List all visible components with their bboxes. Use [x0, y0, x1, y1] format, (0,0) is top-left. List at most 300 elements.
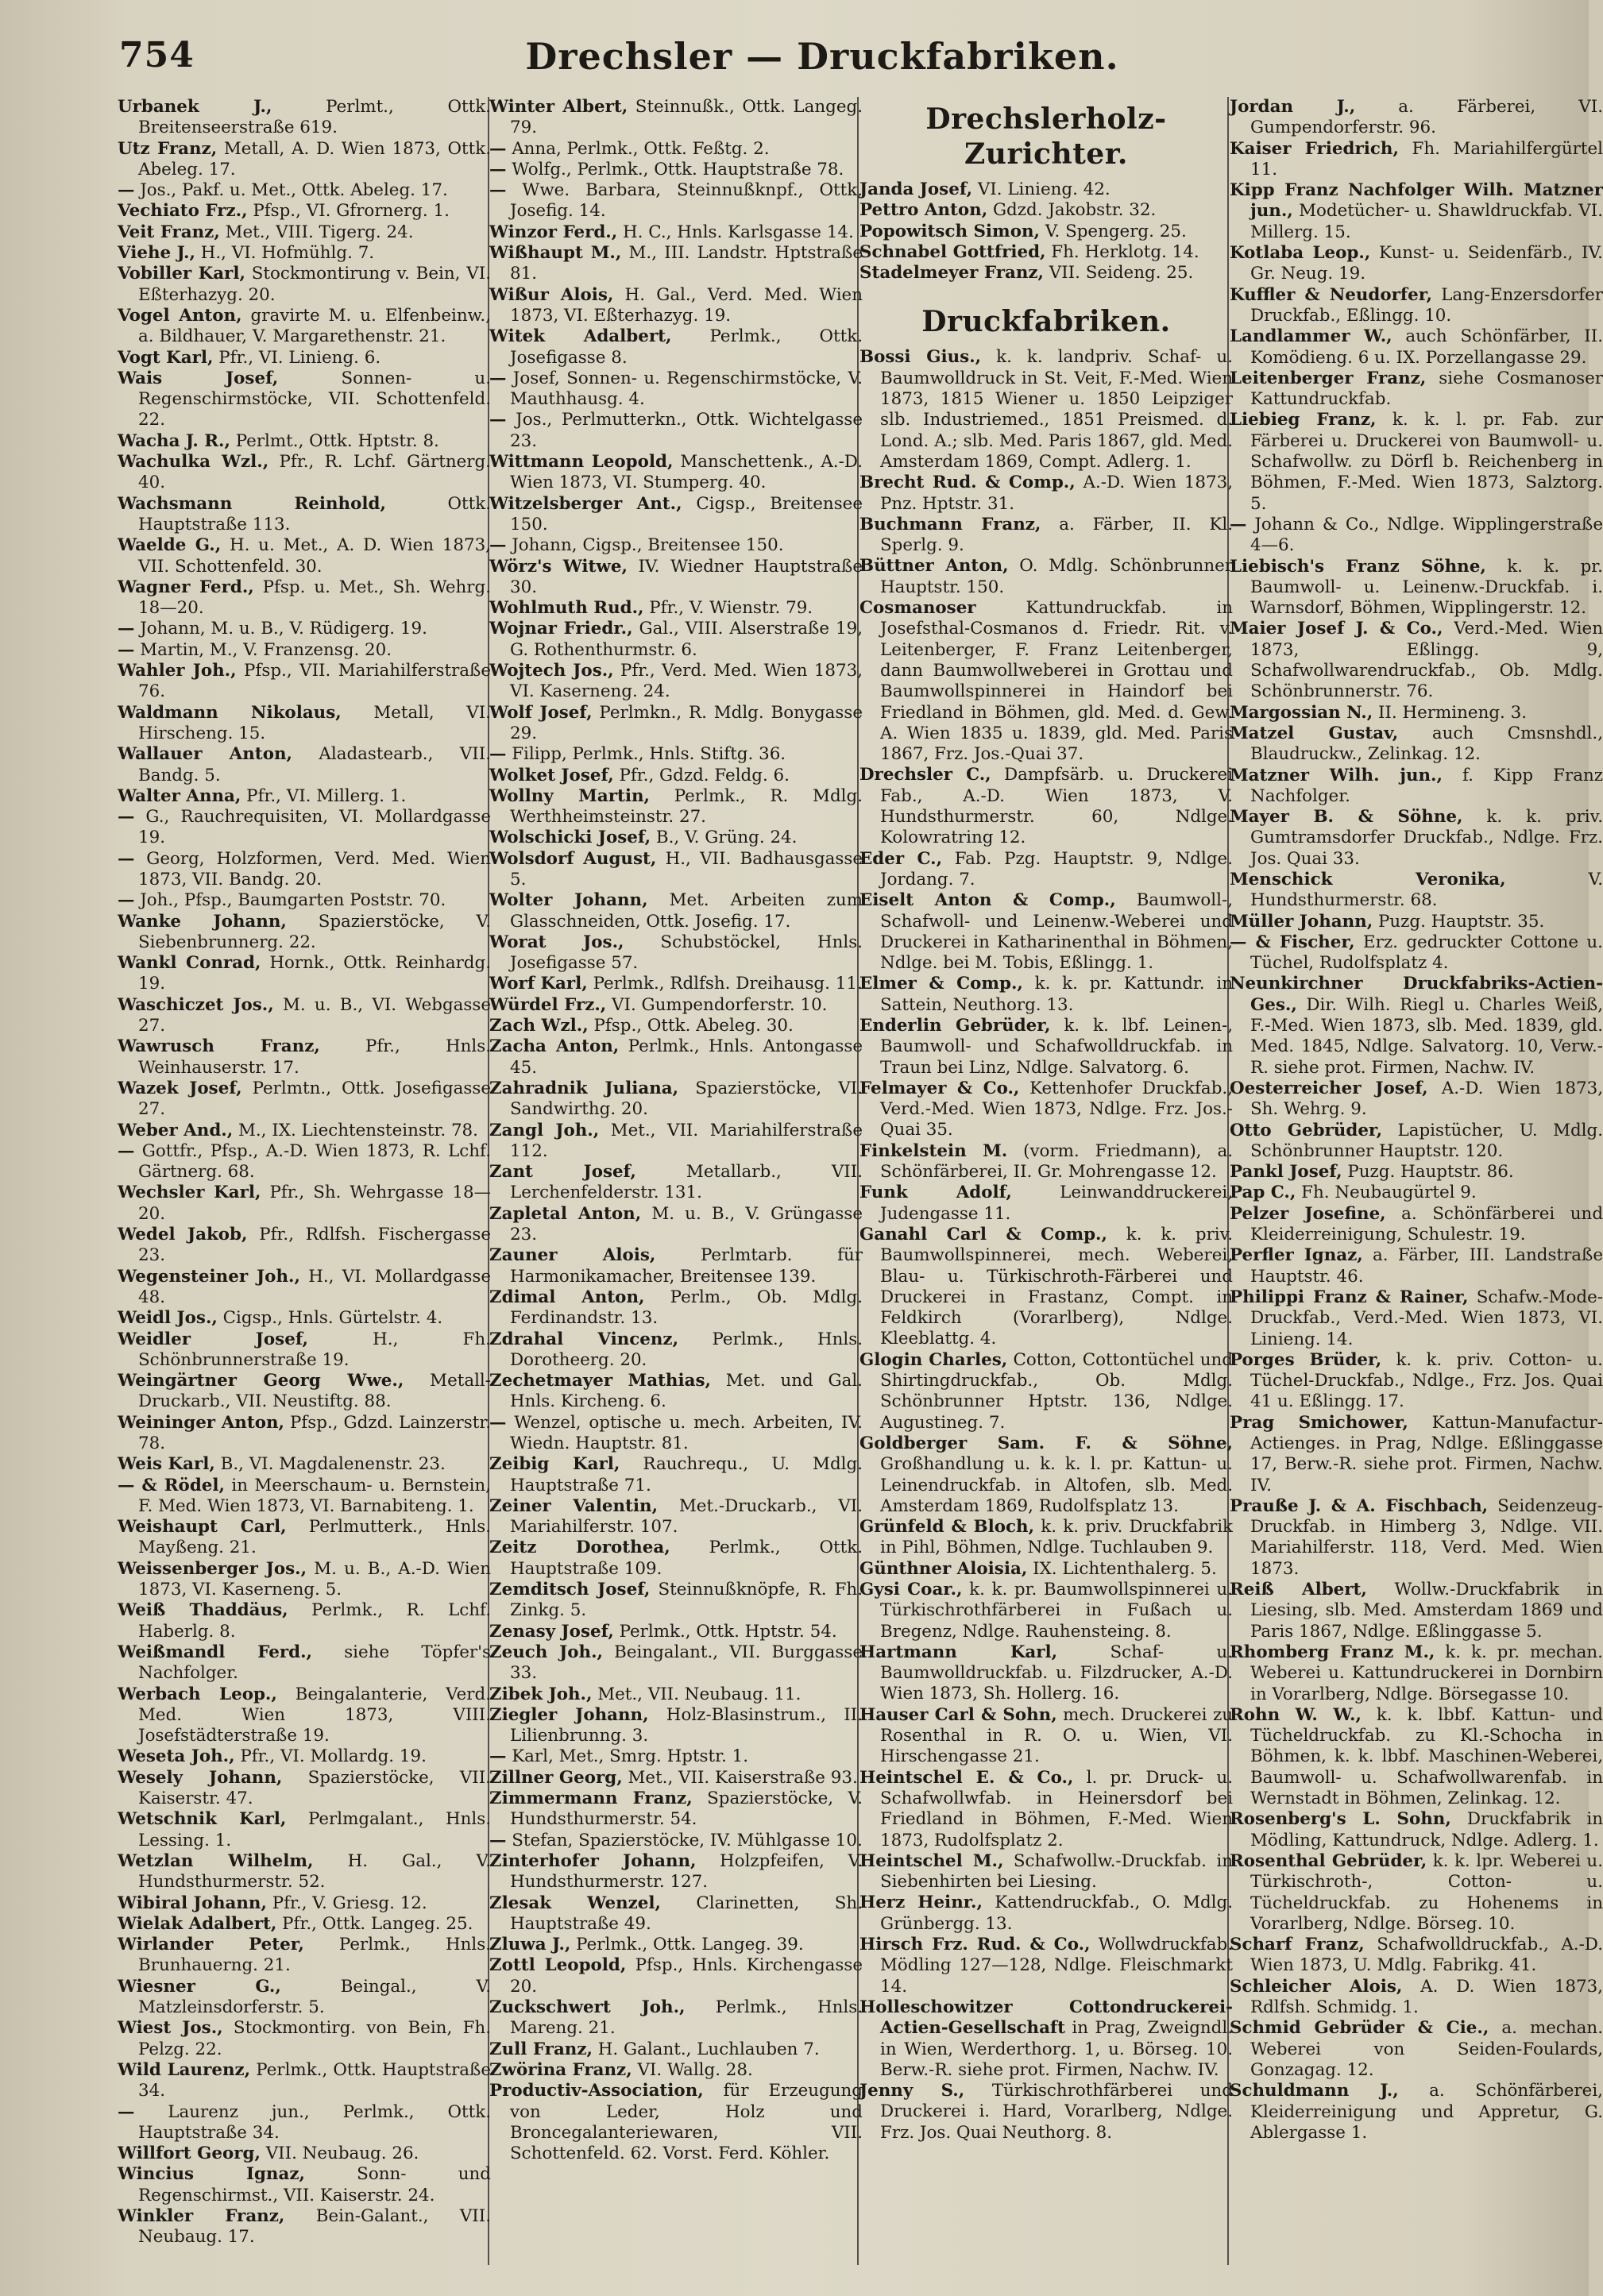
- entry-details: Pfsp., Hnls. Kirchengasse 20.: [510, 1955, 863, 1997]
- directory-entry: [1230, 1580, 1603, 1642]
- entry-name: Pettro Anton,: [859, 200, 988, 221]
- entry-name: Wolschicki Josef,: [489, 828, 651, 848]
- entry-details: Perlmtn., Ottk. Josefigasse 27.: [138, 1078, 491, 1120]
- directory-entry: [1230, 1809, 1603, 1851]
- entry-details: Spazierstöcke, VI. Sandwirthg. 20.: [510, 1078, 863, 1120]
- entry-details: Met., VII. Mariahilferstraße 112.: [510, 1120, 863, 1161]
- directory-entry: [118, 807, 491, 849]
- directory-entry: [1230, 180, 1603, 243]
- directory-entry: [118, 431, 491, 452]
- entry-details: l. pr. Druck- u. Schafwollwfab. in Heinersdorf bei Friedland in Böhmen, F.-Med. Wien 1873, Rudolfsplatz 2.: [880, 1767, 1233, 1850]
- entry-details: Perlmk., Hnls. Brunhauerng. 21.: [138, 1935, 491, 1976]
- entry-name: —: [118, 619, 135, 639]
- directory-entry: [118, 640, 491, 661]
- directory-column-2: [489, 97, 863, 2273]
- entry-name: Wollny Martin,: [489, 785, 650, 806]
- entry-name: Schnabel Gottfried,: [859, 241, 1046, 262]
- entry-name: Wawrusch Franz,: [118, 1036, 320, 1057]
- entry-details: B., V. Grüng. 24.: [651, 828, 798, 848]
- directory-entry: [489, 1329, 863, 1372]
- entry-name: Wielak Adalbert,: [118, 1913, 277, 1934]
- directory-entry: [489, 1705, 863, 1747]
- entry-details: in Prag, Zweigndl. in Wien, Werderthorg. 1, u. Börseg. 10. Berw.-R. siehe prot. Firmen, Nachw. IV.: [880, 2018, 1233, 2080]
- entry-name: Urbanek J.,: [118, 97, 272, 117]
- entry-name: Zapletal Anton,: [489, 1203, 642, 1224]
- directory-entry: [118, 1559, 491, 1601]
- entry-details: Pfr., V. Wienstr. 79.: [643, 598, 813, 619]
- directory-entry: [118, 1684, 491, 1747]
- entry-details: Pfr., Ottk. Langeg. 25.: [276, 1913, 473, 1934]
- entry-name: Glogin Charles,: [859, 1349, 1008, 1370]
- directory-column-4: [1230, 97, 1603, 2273]
- entry-name: Finkelstein M.: [859, 1140, 1008, 1161]
- entry-details: H., VII. Badhausgasse 5.: [510, 848, 863, 889]
- entry-name: Bossi Gius.,: [859, 347, 982, 368]
- entry-details: a. Färber, II. Kl. Sperlg. 9.: [880, 514, 1234, 556]
- directory-entry: [118, 953, 491, 995]
- directory-entry: [1230, 974, 1603, 1078]
- entry-details: Ottk. Hauptstraße 113.: [138, 493, 491, 534]
- directory-entry: [859, 556, 1233, 598]
- directory-entry: [489, 97, 863, 139]
- directory-entry: [118, 786, 491, 807]
- entry-name: —: [489, 368, 507, 388]
- entry-name: Wesely Johann,: [118, 1767, 283, 1788]
- entry-name: Wojtech Jos.,: [489, 661, 614, 681]
- entry-details: k. k. pr. mechan. Weberei u. Kattundruckerei in Dornbirn in Vorarlberg, Ndlge. Börsegasse 10.: [1250, 1642, 1603, 1704]
- directory-entry: [118, 1893, 491, 1914]
- directory-entry: [859, 598, 1233, 765]
- entry-details: Dir. Wilh. Riegl u. Charles Weiß, F.-Med. Wien 1873, slb. Med. 1839, gld. Med. 1845, Ndlge. Salvatorg. 10, Verw.-R. siehe prot. Firmen, Nachw. IV.: [1250, 994, 1603, 1078]
- entry-details: Gal., VIII. Alserstraße 19, G. Rothenthurmstr. 6.: [510, 619, 863, 660]
- directory-entry: [1230, 1079, 1603, 1121]
- entry-name: —: [489, 1746, 507, 1767]
- entry-details: IX. Lichtenthalerg. 5.: [1027, 1558, 1217, 1579]
- entry-name: Wiest Jos.,: [118, 2018, 223, 2039]
- directory-entry: [859, 1517, 1233, 1559]
- entry-details: Met., VII. Kaiserstraße 93.: [622, 1767, 858, 1788]
- entry-name: Leitenberger Franz,: [1230, 368, 1427, 388]
- entry-name: Kipp Franz Nachfolger Wilh. Matzner jun.,: [1230, 180, 1603, 222]
- entry-name: Büttner Anton,: [859, 556, 1009, 577]
- directory-entry: [859, 1935, 1233, 1997]
- directory-entry: [1230, 1705, 1603, 1809]
- directory-entry: [118, 1308, 491, 1329]
- entry-name: Zdrahal Vincenz,: [489, 1329, 679, 1349]
- entry-details: Kettenhofer Druckfab., Verd.-Med. Wien 1873, Ndlge. Frz. Jos.-Quai 35.: [880, 1078, 1233, 1140]
- entry-name: Zull Franz,: [489, 2039, 593, 2059]
- entry-name: Wolf Josef,: [489, 702, 593, 723]
- entry-name: Zacha Anton,: [489, 1036, 620, 1057]
- directory-entry: [489, 1538, 863, 1580]
- directory-entry: [859, 200, 1233, 221]
- entry-details: k. k. lbbf. Kattun- und Tücheldruckfab. zu Kl.-Schocha in Böhmen, k. k. lbbf. Maschinen-Weberei, Baumwoll- u. Schafwollwarenfab. in Wernstadt in Böhmen, Zelinkag. 12.: [1250, 1704, 1603, 1809]
- directory-entry: [859, 347, 1233, 473]
- entry-details: Spazierstöcke, V. Hundsthurmerstr. 54.: [510, 1789, 863, 1830]
- entry-details: VI. Wallg. 28.: [632, 2059, 753, 2080]
- entry-details: Cigsp., Breitensee 150.: [510, 493, 863, 534]
- entry-details: H., Fh. Schönbrunnerstraße 19.: [138, 1329, 491, 1370]
- entry-details: a. mechan. Weberei von Seiden-Foulards, Gonzagag. 12.: [1250, 2018, 1603, 2080]
- entry-details: Pfr., VI. Linieng. 6.: [213, 347, 381, 368]
- entry-name: Kaiser Friedrich,: [1230, 138, 1399, 159]
- directory-entry: [489, 703, 863, 745]
- directory-entry: [1230, 619, 1603, 702]
- entry-name: Zeibig Karl,: [489, 1454, 620, 1475]
- directory-entry: [1230, 326, 1603, 369]
- entry-details: Wolfg., Perlmk., Ottk. Hauptstraße 78.: [506, 159, 844, 179]
- directory-entry: [118, 619, 491, 639]
- entry-name: Zottl Leopold,: [489, 1955, 627, 1976]
- entry-details: Manschettenk., A.-D. Wien 1873, VI. Stumperg. 40.: [510, 452, 863, 493]
- entry-name: Vechiato Frz.,: [118, 201, 248, 222]
- entry-name: —: [118, 807, 135, 828]
- directory-entry: [859, 1580, 1233, 1642]
- entry-details: Perlmgalant., Hnls. Lessing. 1.: [138, 1809, 491, 1850]
- entry-details: Met. Arbeiten zum Glasschneiden, Ottk. Josefig. 17.: [510, 890, 863, 932]
- entry-details: Perlmk., Hnls. Dorotheerg. 20.: [510, 1329, 863, 1370]
- directory-entry: [118, 1371, 491, 1413]
- directory-entry: [489, 1642, 863, 1684]
- entry-details: Kattendruckfab., O. Mdlg. Grünbergg. 13.: [880, 1893, 1233, 1934]
- directory-entry: [859, 1705, 1233, 1768]
- directory-entry: [489, 890, 863, 932]
- entry-details: Stockmontirung v. Bein, VI. Eßterhazyg. 20.: [138, 264, 492, 305]
- entry-details: Kattun-Manufactur-Actienges. in Prag, Ndlge. Eßlinggasse 17, Berw.-R. siehe prot. Firmen, Nachw. IV.: [1250, 1412, 1603, 1495]
- entry-name: Maier Josef J. & Co.,: [1230, 619, 1443, 639]
- entry-name: Weber And.,: [118, 1120, 234, 1140]
- entry-name: Elmer & Comp.,: [859, 974, 1023, 994]
- directory-entry: [118, 1454, 491, 1475]
- entry-name: Weseta Joh.,: [118, 1746, 235, 1767]
- entry-details: Pfr., VI. Millerg. 1.: [241, 785, 407, 806]
- entry-details: Schafwolldruckfab., A.-D. Wien 1873, U. Mdlg. Fabrikg. 41.: [1250, 1935, 1603, 1976]
- directory-entry: [489, 222, 863, 243]
- directory-entry: [118, 1183, 491, 1225]
- entry-details: Cigsp., Hnls. Gürtelstr. 4.: [217, 1308, 443, 1329]
- entry-name: Würdel Frz.,: [489, 994, 607, 1015]
- directory-entry: [489, 932, 863, 974]
- directory-entry: [118, 201, 491, 222]
- directory-entry: [118, 1121, 491, 1141]
- entry-name: Witek Adalbert,: [489, 326, 672, 347]
- entry-details: Dampfsärb. u. Druckerei Fab., A.-D. Wien 1873, V. Hundsthurmerstr. 60, Ndlge. Kolowratring 12.: [880, 765, 1233, 848]
- directory-column-1: [118, 97, 491, 2273]
- entry-details: Pfr., Rdlfsh. Fischergasse 23.: [138, 1225, 492, 1266]
- entry-name: Wild Laurenz,: [118, 2059, 251, 2080]
- entry-details: VI. Gumpendorferstr. 10.: [606, 994, 828, 1015]
- directory-entry: [859, 179, 1233, 200]
- entry-details: Fab. Pzg. Hauptstr. 9, Ndlge. Jordang. 7.: [880, 848, 1233, 889]
- entry-name: Popowitsch Simon,: [859, 221, 1040, 241]
- entry-name: —: [489, 138, 507, 159]
- entry-name: —: [1230, 514, 1247, 534]
- entry-name: Gysi Coar.,: [859, 1580, 963, 1599]
- entry-name: Productiv-Association,: [489, 2081, 704, 2101]
- entry-details: k. k. landpriv. Schaf- u. Baumwolldruck in St. Veit, F.-Med. Wien 1873, 1815 Wiener u. 1850 Leipziger slb. Industriemed., 1851 Preismed. d. Lond. A.; slb. Med. Paris 1867, gld. Med. Amsterdam 1869, Compt. Adlerg. 1.: [880, 347, 1233, 472]
- entry-details: Sonnen- u. Regenschirmstöcke, VII. Schottenfeld. 22.: [138, 368, 491, 430]
- entry-details: VII. Seideng. 25.: [1043, 263, 1194, 284]
- entry-details: Perlmtarb. für Harmonikamacher, Breitensee 139.: [510, 1245, 863, 1287]
- directory-entry: [489, 661, 863, 703]
- directory-entry: [1230, 1204, 1603, 1246]
- entry-name: Menschick Veronika,: [1230, 869, 1506, 889]
- entry-name: Buchmann Franz,: [859, 514, 1041, 534]
- entry-details: Beingal., V. Matzleinsdorferstr. 5.: [138, 1976, 491, 2018]
- entry-details: Kunst- u. Seidenfärb., IV. Gr. Neug. 19.: [1250, 243, 1603, 284]
- entry-name: Vogt Karl,: [118, 347, 214, 368]
- entry-details: gravirte M. u. Elfenbeinw., a. Bildhauer, V. Margarethenstr. 21.: [138, 305, 491, 347]
- entry-name: Zemditsch Josef,: [489, 1580, 651, 1600]
- directory-entry: [489, 1622, 863, 1642]
- directory-entry: [1230, 1977, 1603, 2019]
- entry-name: Prag Smichower,: [1230, 1412, 1408, 1433]
- directory-entry: [489, 1371, 863, 1413]
- entry-name: Viehe J.,: [118, 243, 195, 264]
- entry-name: Mayer B. & Söhne,: [1230, 807, 1463, 828]
- entry-details: Pfr., VI. Mollardg. 19.: [234, 1746, 427, 1767]
- entry-details: Met., VII. Neubaug. 11.: [592, 1684, 802, 1704]
- entry-details: siehe Cosmanoser Kattundruckfab.: [1250, 368, 1603, 410]
- entry-name: Zimmermann Franz,: [489, 1789, 693, 1809]
- entry-name: Wegensteiner Joh.,: [118, 1266, 300, 1287]
- directory-entry: [859, 263, 1233, 284]
- entry-details: M., III. Landstr. Hptstraße 81.: [510, 243, 863, 284]
- directory-entry: [859, 1350, 1233, 1434]
- directory-entry: [118, 1267, 491, 1309]
- directory-entry: [118, 97, 491, 139]
- section-heading-drechslerholz-zurichter: Drechslerholz-Zurichter.: [925, 102, 1167, 171]
- directory-entry: [1230, 1642, 1603, 1705]
- directory-entry: [489, 1789, 863, 1831]
- entry-name: —: [489, 159, 507, 179]
- entry-name: Wankl Conrad,: [118, 953, 261, 974]
- directory-entry: [859, 1016, 1233, 1079]
- entry-name: Waelde G.,: [118, 535, 222, 556]
- directory-entry: [489, 180, 863, 222]
- entry-name: Rosenberg's L. Sohn,: [1230, 1809, 1451, 1830]
- entry-details: Perlmk., Hnls. Antongasse 45.: [510, 1036, 863, 1078]
- entry-name: —: [118, 639, 135, 660]
- entry-details: Fh. Mariahilfergürtel 11.: [1250, 138, 1603, 179]
- entry-details: G., Rauchrequisiten, VI. Mollardgasse 19.: [134, 807, 491, 848]
- entry-details: Karl, Met., Smrg. Hptstr. 1.: [506, 1746, 748, 1767]
- entry-name: Veit Franz,: [118, 222, 220, 242]
- directory-entry: [859, 1997, 1233, 2081]
- entry-details: Pfr., Gdzd. Feldg. 6.: [613, 765, 790, 785]
- entry-name: Pap C.,: [1230, 1183, 1296, 1203]
- entry-name: Zinterhofer Johann,: [489, 1850, 697, 1871]
- entry-name: Rhomberg Franz M.,: [1230, 1642, 1435, 1662]
- entry-details: siehe Töpfer's Nachfolger.: [138, 1642, 491, 1684]
- entry-details: Druckfabrik in Mödling, Kattundruck, Ndlge. Adlerg. 1.: [1250, 1809, 1603, 1850]
- directory-entry: [859, 1079, 1233, 1141]
- entry-name: Wetzlan Wilhelm,: [118, 1850, 314, 1871]
- entry-name: Zant Josef,: [489, 1162, 636, 1183]
- directory-entry: [489, 139, 863, 160]
- directory-entry: [859, 2081, 1233, 2144]
- entry-details: auch Cmsnshdl., Blaudruckw., Zelinkag. 12.: [1250, 723, 1603, 765]
- entry-name: Landlammer W.,: [1230, 326, 1392, 347]
- entry-details: Beingalant., VII. Burggasse 33.: [510, 1642, 863, 1684]
- entry-details: Lang-Enzersdorfer Druckfab., Eßlingg. 10.: [1250, 284, 1603, 326]
- entry-name: Wedel Jakob,: [118, 1225, 248, 1245]
- directory-entry: [859, 1893, 1233, 1935]
- entry-name: Wacha J. R.,: [118, 430, 230, 451]
- directory-entry: [118, 2018, 491, 2060]
- directory-entry: [1230, 1413, 1603, 1496]
- directory-entry: [859, 1141, 1233, 1183]
- directory-entry: [1230, 1121, 1603, 1163]
- entry-details: Metall-Druckarb., VII. Neustiftg. 88.: [138, 1371, 492, 1412]
- entry-name: —: [489, 744, 507, 765]
- entry-name: Perfler Ignaz,: [1230, 1245, 1363, 1266]
- entry-name: Weidl Jos.,: [118, 1308, 218, 1329]
- entry-name: Pankl Josef,: [1230, 1162, 1342, 1183]
- entry-name: Zahradnik Juliana,: [489, 1078, 679, 1098]
- entry-details: Anna, Perlmk., Ottk. Feßtg. 2.: [506, 138, 770, 159]
- directory-entry: [489, 452, 863, 494]
- entry-name: Wachulka Wzl.,: [118, 452, 269, 473]
- entry-details: Johann, M. u. B., V. Rüdigerg. 19.: [134, 619, 427, 639]
- directory-entry: [118, 1329, 491, 1372]
- entry-name: Zauner Alois,: [489, 1245, 656, 1266]
- entry-details: Metall, VI. Hirscheng. 15.: [138, 702, 491, 743]
- directory-entry: [489, 598, 863, 619]
- entry-details: mech. Druckerei zu Rosenthal in R. O. u. Wien, VI. Hirschengasse 21.: [880, 1704, 1234, 1767]
- directory-entry: [1230, 243, 1603, 285]
- entry-name: Goldberger Sam. F. & Söhne,: [859, 1433, 1233, 1453]
- entry-details: Laurenz jun., Perlmk., Ottk. Hauptstraße 34.: [134, 2101, 491, 2143]
- entry-details: M. u. B., VI. Webgasse 27.: [138, 994, 491, 1036]
- directory-entry: [859, 1183, 1233, 1225]
- entry-details: Schafwollw.-Druckfab. in Siebenhirten bei Liesing.: [880, 1850, 1233, 1893]
- directory-entry: [118, 1642, 491, 1684]
- entry-details: Fh. Herklotg. 14.: [1045, 241, 1199, 262]
- entry-details: H. Gal., Verd. Med. Wien 1873, VI. Eßterhazyg. 19.: [510, 284, 863, 326]
- entry-name: Wincius Ignaz,: [118, 2164, 305, 2185]
- entry-name: Philippi Franz & Rainer,: [1230, 1287, 1469, 1307]
- directory-entry: [1230, 1287, 1603, 1350]
- directory-entry: [1230, 724, 1603, 766]
- entry-name: Scharf Franz,: [1230, 1935, 1365, 1955]
- entry-name: Reiß Albert,: [1230, 1580, 1367, 1600]
- entry-name: Ziegler Johann,: [489, 1704, 649, 1725]
- entry-details: Steinnußk., Ottk. Langeg. 79.: [510, 97, 863, 138]
- directory-entry: [489, 1121, 863, 1163]
- entry-details: Wollwdruckfab. Mödling 127—128, Ndlge. Fleischmarkt 14.: [880, 1935, 1233, 1997]
- directory-entry: [489, 1768, 863, 1789]
- directory-entry: [118, 1851, 491, 1893]
- entry-details: Perlmk., Ottk. Josefigasse 8.: [510, 326, 863, 368]
- directory-entry: [118, 1977, 491, 2019]
- entry-name: Felmayer & Co.,: [859, 1078, 1020, 1098]
- directory-entry: [489, 786, 863, 828]
- entry-name: Prauße J. & A. Fischbach,: [1230, 1495, 1489, 1516]
- entry-details: Perlm., Ob. Mdlg. Ferdinandstr. 13.: [510, 1287, 863, 1329]
- entry-details: Stockmontirg. von Bein, Fh. Pelzg. 22.: [138, 2018, 491, 2059]
- entry-details: Perlmt., Ottk. Hptstr. 8.: [230, 430, 439, 451]
- entry-name: —: [489, 535, 507, 556]
- entry-name: Drechsler C.,: [859, 765, 991, 785]
- entry-name: Wallauer Anton,: [118, 744, 292, 765]
- entry-name: Wolket Josef,: [489, 765, 614, 785]
- entry-details: H. Gal., V. Hundsthurmerstr. 52.: [138, 1850, 491, 1893]
- directory-entry: [118, 1413, 491, 1455]
- entry-name: Enderlin Gebrüder,: [859, 1015, 1051, 1036]
- directory-entry: [859, 473, 1233, 515]
- page-number: 754: [119, 35, 195, 75]
- directory-entry: [1230, 1935, 1603, 1977]
- entry-details: k. k. pr. Baumwoll- u. Leinenw.-Druckfab. i. Warnsdorf, Böhmen, Wipplingerstr. 12.: [1250, 556, 1603, 619]
- directory-entry: [1230, 1245, 1603, 1287]
- entry-details: Pfr., R. Lchf. Gärtnerg. 40.: [138, 452, 491, 493]
- entry-name: Hauser Carl & Sohn,: [859, 1704, 1057, 1725]
- entry-name: Zwörina Franz,: [489, 2059, 632, 2080]
- directory-entry: [118, 1141, 491, 1183]
- directory-entry: [118, 1600, 491, 1642]
- directory-entry: [489, 1893, 863, 1935]
- entry-details: (vorm. Friedmann), a. Schönfärberei, II. Gr. Mohrengasse 12.: [880, 1140, 1233, 1183]
- directory-entry: [118, 577, 491, 619]
- entry-name: Zenasy Josef,: [489, 1621, 614, 1642]
- entry-details: k. k. pr. Baumwollspinnerei u. Türkischrothfärberei in Fußach u. Bregenz, Ndlge. Rauhensteing. 8.: [880, 1580, 1233, 1642]
- entry-name: Zibek Joh.,: [489, 1684, 593, 1704]
- directory-entry: [118, 703, 491, 745]
- directory-entry: [1230, 1183, 1603, 1203]
- entry-name: Zangl Joh.,: [489, 1120, 600, 1140]
- directory-entry: [489, 1496, 863, 1538]
- entry-name: Worat Jos.,: [489, 932, 624, 952]
- directory-entry: [118, 744, 491, 786]
- entry-details: Gdzd. Jakobstr. 32.: [987, 200, 1157, 221]
- entry-name: Schmid Gebrüder & Cie.,: [1230, 2018, 1489, 2039]
- entry-details: Puzg. Hauptstr. 35.: [1373, 911, 1545, 932]
- directory-entry: [489, 410, 863, 452]
- entry-details: Josef, Sonnen- u. Regenschirmstöcke, V. Mauthhausg. 4.: [506, 368, 863, 410]
- entry-name: Wolter Johann,: [489, 890, 648, 911]
- entry-details: Holzpfeifen, V. Hundsthurmerstr. 127.: [510, 1850, 863, 1893]
- directory-entry: [118, 2164, 491, 2206]
- entry-name: Cosmanoser: [859, 598, 976, 619]
- entry-details: IV. Wiedner Hauptstraße 30.: [510, 556, 863, 597]
- entry-details: Pfsp., Ottk. Abeleg. 30.: [588, 1016, 794, 1036]
- entry-details: Aladastearb., VII. Bandg. 5.: [138, 744, 491, 785]
- entry-name: Wißur Alois,: [489, 284, 614, 305]
- entry-details: auch Schönfärber, II. Komödieng. 6 u. IX. Porzellangasse 29.: [1250, 326, 1603, 368]
- directory-entry: [1230, 139, 1603, 181]
- directory-entry: [489, 369, 863, 411]
- directory-entry: [489, 1955, 863, 1997]
- entry-details: Pfr., Sh. Wehrgasse 18—20.: [138, 1183, 491, 1224]
- entry-name: Wazek Josef,: [118, 1078, 242, 1098]
- entry-details: Perlmk., Ottk. Hauptstraße 34.: [138, 2059, 491, 2101]
- directory-entry: [489, 2060, 863, 2081]
- entry-details: Pfsp. u. Met., Sh. Wehrg. 18—20.: [138, 577, 491, 619]
- directory-entry: [1230, 766, 1603, 808]
- entry-group-druckfabriken: [859, 347, 1233, 2144]
- directory-entry: [489, 326, 863, 369]
- entry-details: Holz-Blasinstrum., II. Lilienbrunng. 3.: [510, 1704, 863, 1746]
- entry-details: M., IX. Liechtensteinstr. 78.: [233, 1120, 478, 1140]
- directory-entry: [118, 1476, 491, 1518]
- entry-name: — & Fischer,: [1230, 932, 1355, 952]
- directory-entry: [118, 849, 491, 891]
- entry-details: H., VI. Mollardgasse 48.: [138, 1266, 491, 1307]
- entry-details: Kattundruckfab. in Josefsthal-Cosmanos d. Friedr. Rit. v. Leitenberger, F. Franz Leitenberger, dann Baumwollweberei in Grottau und Baumwollspinnerei in Haindorf bei Friedland in Böhmen, gld. Med. d. Gew. A. Wien 1835 u. 1839, gld. Med. Paris 1867, Frz. Jos.-Quai 37.: [880, 598, 1233, 765]
- entry-name: Hartmann Karl,: [859, 1642, 1058, 1662]
- entry-details: Clarinetten, Sh. Hauptstraße 49.: [510, 1893, 863, 1934]
